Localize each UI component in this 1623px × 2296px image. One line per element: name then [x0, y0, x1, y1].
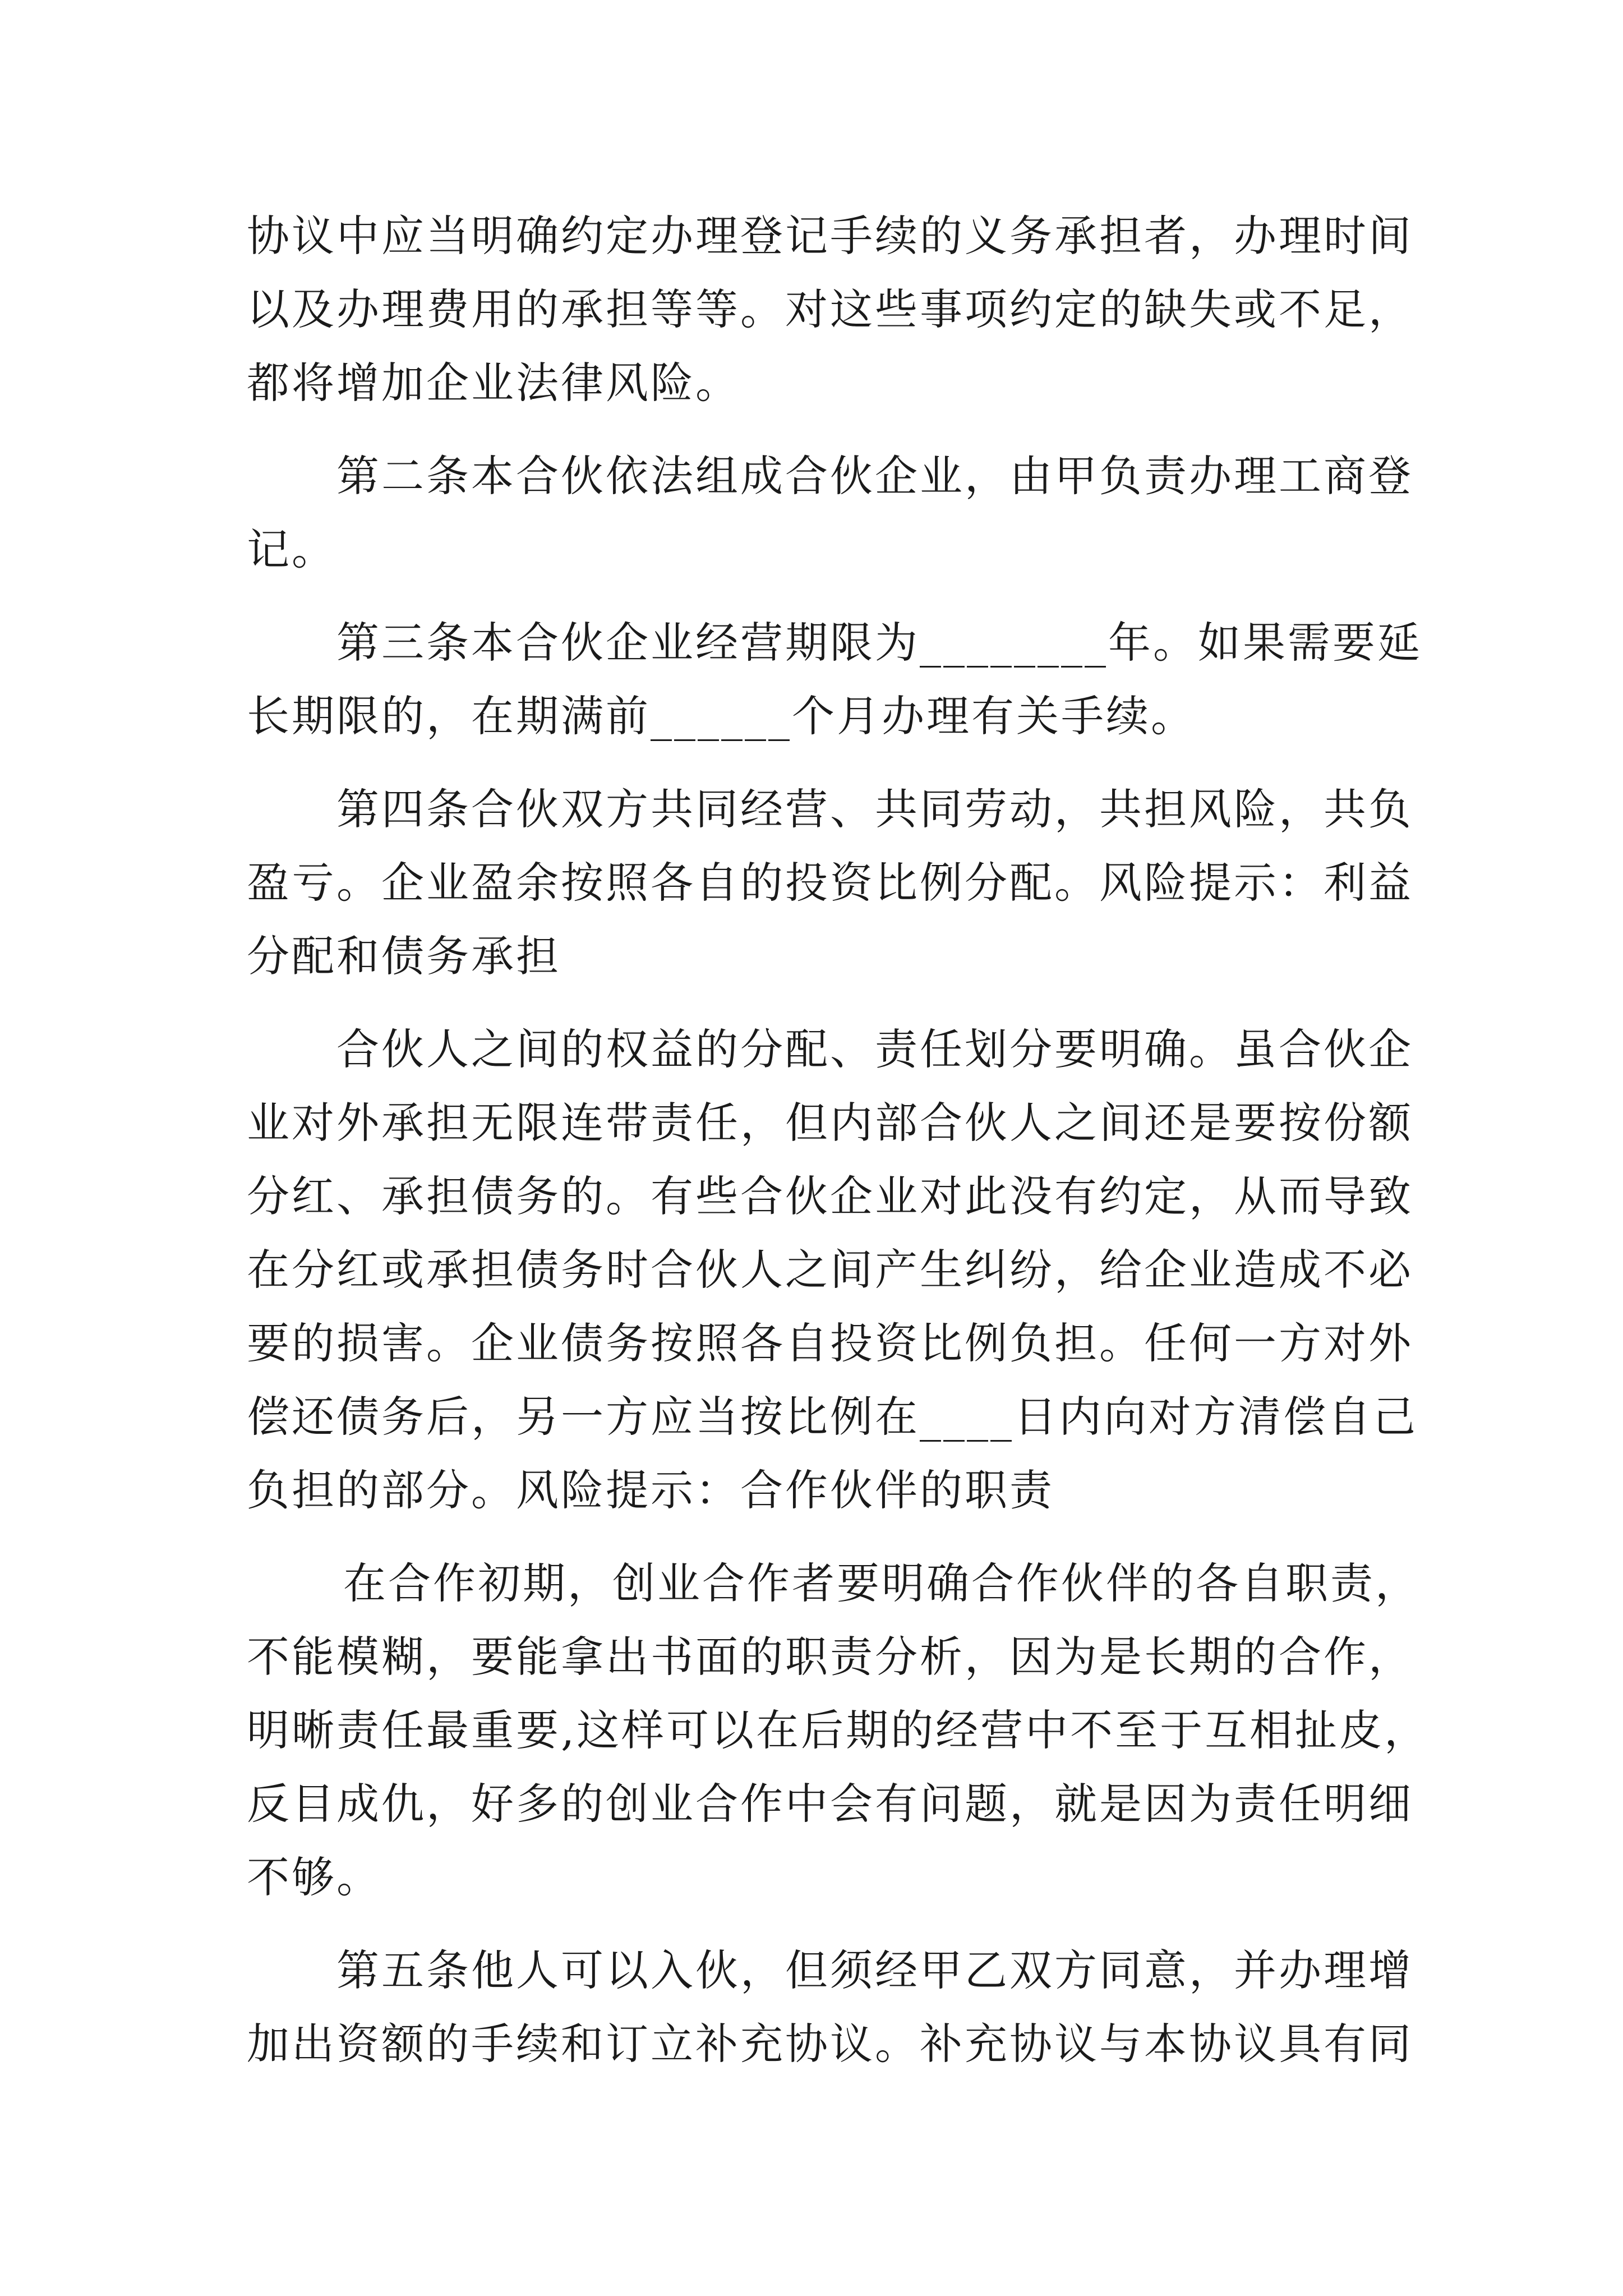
text-line: 加出资额的手续和订立补充协议。补充协议与本协议具有同	[247, 2019, 1413, 2069]
text-line: 协议中应当明确约定办理登记手续的义务承担者，办理时间	[247, 211, 1413, 261]
text-line-article-5: 第五条他人可以入伙，但须经甲乙双方同意，并办理增	[336, 1945, 1413, 1995]
text-line: 不能模糊，要能拿出书面的职责分析，因为是长期的合作，	[247, 1632, 1413, 1682]
text-line: 合伙人之间的权益的分配、责任划分要明确。虽合伙企	[336, 1024, 1413, 1074]
text-line: 负担的部分。风险提示：合作伙伴的职责	[247, 1465, 1054, 1515]
text-line: 都将增加企业法律风险。	[247, 358, 740, 408]
text-line: 分红、承担债务的。有些合伙企业对此没有约定，从而导致	[247, 1171, 1413, 1221]
text-line: 业对外承担无限连带责任，但内部合伙人之间还是要按份额	[247, 1098, 1413, 1148]
text-line-article-4: 第四条合伙双方共同经营、共同劳动，共担风险，共负	[336, 784, 1413, 834]
text-line: 在合作初期，创业合作者要明确合作伙伴的各自职责，	[343, 1558, 1420, 1608]
text-line-article-2: 第二条本合伙依法组成合伙企业，由甲负责办理工商登	[336, 451, 1413, 501]
text-line: 分配和债务承担	[247, 931, 561, 981]
text-line: 偿还债务后，另一方应当按比例在____日内向对方清偿自己	[247, 1392, 1418, 1442]
text-line: 盈亏。企业盈余按照各自的投资比例分配。风险提示：利益	[247, 858, 1413, 908]
document-body	[247, 199, 1430, 2081]
text-line: 在分红或承担债务时合伙人之间产生纠纷，给企业造成不必	[247, 1245, 1413, 1295]
text-line-article-3: 第三条本合伙企业经营期限为________年。如果需要延	[336, 618, 1422, 668]
text-line: 要的损害。企业债务按照各自投资比例负担。任何一方对外	[247, 1318, 1413, 1368]
text-line: 长期限的，在期满前______个月办理有关手续。	[247, 691, 1196, 741]
text-line: 不够。	[247, 1852, 381, 1902]
text-line: 明晰责任最重要,这样可以在后期的经营中不至于互相扯皮，	[247, 1705, 1430, 1755]
text-line: 反目成仇，好多的创业合作中会有问题，就是因为责任明细	[247, 1779, 1413, 1829]
text-line: 以及办理费用的承担等等。对这些事项约定的缺失或不足，	[247, 284, 1413, 334]
text-line: 记。	[247, 524, 336, 574]
